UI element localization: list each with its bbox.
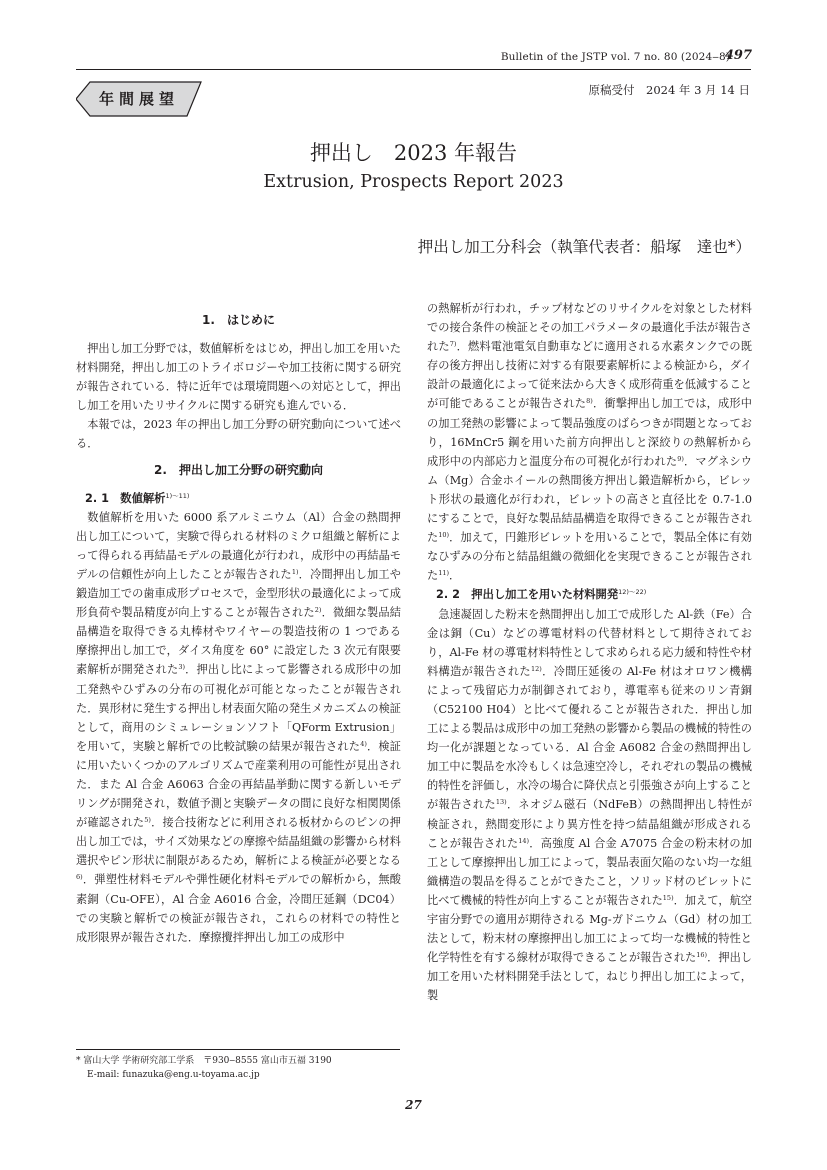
footnote-email: E-mail: funazuka@eng.u-toyama.ac.jp — [87, 1070, 260, 1080]
journal-page-number: 497 — [724, 48, 752, 63]
section-2-1-heading: 2. 1 数値解析$^{1)\sim 11)}$ — [85, 491, 190, 505]
footnote — [76, 1054, 401, 1082]
section-2-1-paragraph: 数値解析を用いた 6000 系アルミニウム（Al）合金の熱間押出し加工について，実験で得られる材料のミクロ組織と解析によって得られる再結晶モデルの最適化が行われ，成形中の再結晶モデルの信頼性が向上したことが報告された$^{1)}$．冷間押出し加工や鍛造加工での歯車成形プロセスで，金型形状の最適化によって成形負荷や製品精度が向上することが報告された$^{2)}$．微細な製品結晶構造を取得できる丸棒材やワイヤーの製造技術の 1 つである摩擦押出し加工で，ダイス角度を 60° に設定した 3 次元有限要素解析が開発された$^{3)}$．押出し比によって影響される成形中の加工発熱やひずみの分布の可視化が可能となったことが報告された．異形材に発生する押出し材表面欠陥の発生メカニズムの検証として，商用のシミュレーションソフト「QForm Extrusion」を用いて，実験と解析での比較試験の結果が報告された$^{4)}$．検証に用いたいくつかのアルゴリズムで産業利用の可能性が見出された．また Al 合金 A6063 合金の再結晶挙動に関する新しいモデリングが開発され，数値予測と実験データの間に良好な相関関係が確認された$^{5)}$．接合技術などに利用される板材からのピンの押出し加工では，サイズ効果などの摩擦や結晶組織の影響から材料選択やピン形状に制限があるため，解析による検証が必要となる$^{6)}$．弾塑性材料モデルや弾性硬化材料モデルでの解析から，無酸素銅（Cu-OFE），Al 合金 A6016 合金，冷間圧延鋼（DC04）での実験と解析での検証が報告され，これらの材料での特性と成形限界が報告された．摩擦攪拌押出し加工の成形中 — [76, 510, 401, 944]
section-2-heading: 2. 押出し加工分野の研究動向 — [154, 462, 323, 477]
section-2-2-heading: 2. 2 押出し加工を用いた材料開発$^{12)\sim 22)}$ — [436, 588, 647, 602]
badge-label: 年間展望 — [98, 90, 179, 108]
page-number: 27 — [405, 1098, 422, 1112]
title-japanese: 押出し 2023 年報告 — [309, 141, 518, 165]
footnote-affiliation: * 富山大学 学術研究部工学系 〒930‒8555 富山市五福 3190 — [76, 1056, 332, 1066]
section-1-paragraph-1: 押出し加工分野では，数値解析をはじめ，押出し加工を用いた材料開発，押出し加工のトライボロジーや加工技術に関する研究が報告されている．特に近年では環境問題への対応として，押出し加工を用いたリサイクルに関する研究も進んでいる． — [76, 342, 401, 413]
right-column — [427, 299, 752, 1005]
header-rule — [76, 69, 751, 70]
received-date: 原稿受付 2024 年 3 月 14 日 — [588, 83, 750, 97]
section-1-heading: 1. はじめに — [202, 313, 275, 327]
authors: 押出し加工分科会（執筆代表者：船塚 達也*） — [417, 238, 751, 256]
section-badge — [76, 81, 202, 117]
footnote-rule — [76, 1049, 400, 1050]
title-english: Extrusion, Prospects Report 2023 — [263, 172, 564, 192]
left-column — [76, 310, 401, 947]
section-1-paragraph-2: 本報では，2023 年の押出し加工分野の研究動向について述べる． — [76, 418, 401, 451]
section-2-2-paragraph: 急速凝固した粉末を熱間押出し加工で成形した Al-鉄（Fe）合金は銅（Cu）などの導電材料の代替材料として期待されており，Al-Fe 材の導電材料特性として求められる応力緩和特性や材料構造が報告された$^{12)}$．冷間圧延後の Al-Fe 材はオロワン機構によって残留応力が制御されており，導電率も従来のリン青銅（C52100 H04）と比べて優れることが報告された．押出し加工による製品は成形中の加工発熱の影響から製品の機械的特性の均一化が課題となっている．Al 合金 A6082 合金の熱間押出し加工中に製品を水冷もしくは急速空冷し，それぞれの製品の機械的特性を評価し，水冷の場合に降伏点と引張強さが向上することが報告された$^{13)}$．ネオジム磁石（NdFeB）の熱間押出し特性が検証され，熱間変形により異方性を持つ結晶組織が形成されることが報告された$^{14)}$．高強度 Al 合金 A7075 合金の粉末材の加工として摩擦押出し加工によって，製品表面欠陥のない均一な組織構造の製品を得ることができたこと，ソリッド材のビレットに比べて機械的特性が向上することが報告された$^{15)}$．加えて，航空宇宙分野での適用が期待される Mg-ガドニウム（Gd）材の加工法として，粉末材の摩擦押出し加工によって均一な機械的特性と化学特性を有する線材が取得できることが報告された$^{16)}$．押出し加工を用いた材料開発手法として，ねじり押出し加工によって，製 — [427, 607, 752, 1003]
right-paragraph-continued: の熱解析が行われ，チップ材などのリサイクルを対象とした材料での接合条件の検証とその加工パラメータの最適化手法が報告された$^{7)}$．燃料電池電気自動車などに適用される水素タンクでの既存の後方押出し技術に対する有限要素解析による検証から，ダイ設計の最適化によって従来法から大きく成形荷重を低減することが可能であることが報告された$^{8)}$．衝撃押出し加工では，成形中の加工発熱の影響によって製品強度のばらつきが問題となっており，16MnCr5 鋼を用いた前方向押出しと深絞りの熱解析から成形中の内部応力と温度分布の可視化が行われた$^{9)}$．マグネシウム（Mg）合金ホイールの熱間後方押出し鍛造解析から，ビレット形状の最適化が行われ，ビレットの高さと直径比を 0.7-1.0 にすることで，良好な製品結晶構造を取得できることが報告された$^{10)}$．加えて，円錐形ビレットを用いることで，製品全体に有効なひずみの分布と結晶組織の微細化を実現できることが報告された$^{11)}$． — [427, 302, 752, 583]
journal-header: Bulletin of the JSTP vol. 7 no. 80 (2024‒8) — [500, 51, 730, 63]
